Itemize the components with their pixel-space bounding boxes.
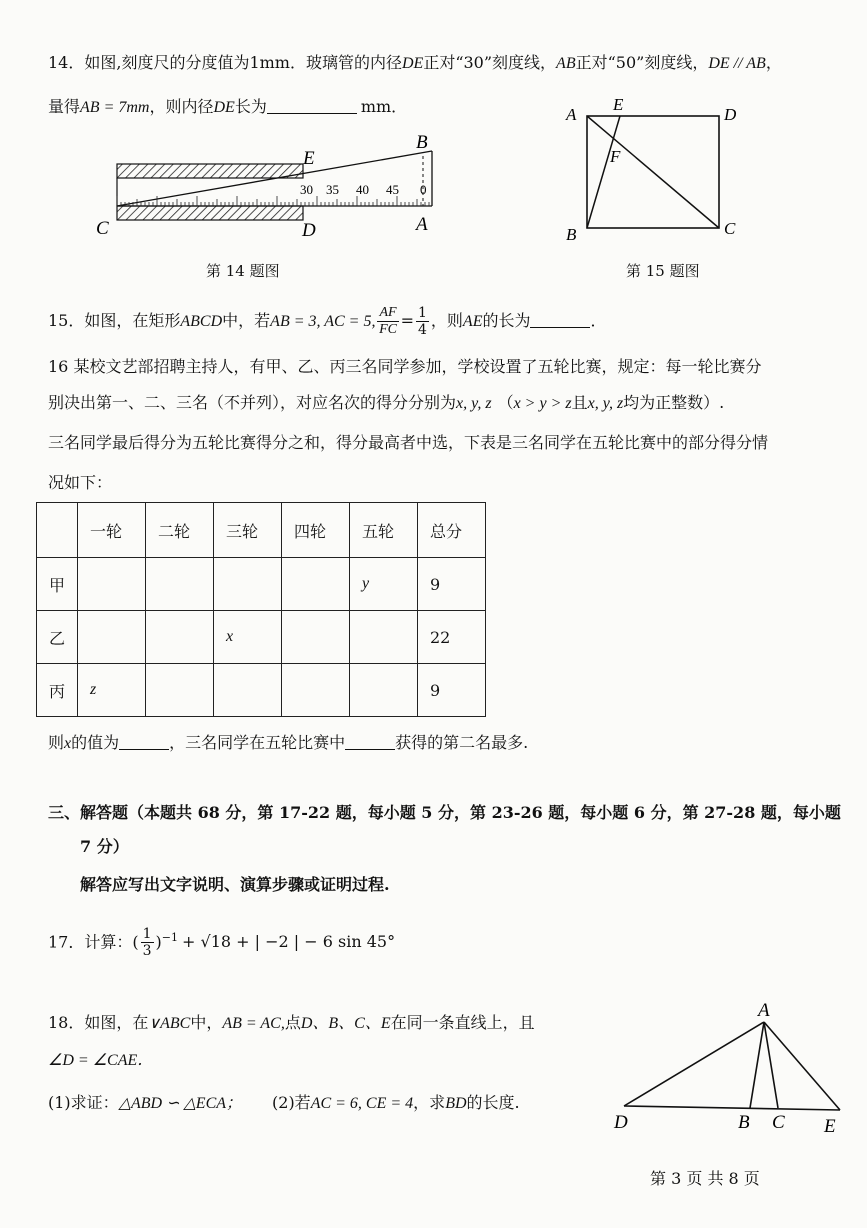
- table-cell: [282, 664, 350, 717]
- q14-figure: [90, 128, 450, 240]
- table-header-cell: 总分: [418, 503, 486, 558]
- section-3-note: 解答应写出文字说明、演算步骤或证明过程.: [80, 875, 390, 894]
- point-label-D: D: [614, 1112, 628, 1133]
- table-cell: [78, 558, 146, 611]
- line-DE: [624, 1106, 840, 1110]
- table-cell: [146, 558, 214, 611]
- q15-answer-blank: [530, 311, 590, 328]
- table-header-cell: 四轮: [282, 503, 350, 558]
- table-cell: 9: [418, 664, 486, 717]
- table-header-cell: 三轮: [214, 503, 282, 558]
- tick-label-35: 35: [326, 182, 339, 197]
- point-label-A: A: [416, 214, 428, 235]
- table-cell: 9: [418, 558, 486, 611]
- table-cell: z: [78, 664, 146, 717]
- point-label-A: A: [566, 105, 577, 124]
- section-3-title: 三、解答题（本题共 68 分，第 17-22 题，每小题 5 分，第 23-26 题，每小题 6 分，第 27-28 题，每小题: [48, 803, 841, 822]
- table-cell: [350, 664, 418, 717]
- table-cell: [37, 503, 78, 558]
- table-cell: [282, 558, 350, 611]
- table-cell: [214, 664, 282, 717]
- page-number: 第 3 页 共 8 页: [650, 1169, 760, 1188]
- table-cell: 22: [418, 611, 486, 664]
- point-label-C: C: [772, 1112, 785, 1133]
- q16-blank-1: [119, 733, 169, 750]
- point-label-E: E: [303, 148, 315, 169]
- point-label-B: B: [738, 1112, 750, 1133]
- tick-label-30: 30: [300, 182, 313, 197]
- q16-line3: 三名同学最后得分为五轮比赛得分之和，得分最高者中选，下表是三名同学在五轮比赛中的部分得分情: [48, 433, 769, 452]
- q15-figure: [560, 96, 750, 246]
- table-cell: [214, 558, 282, 611]
- q14-answer-blank: [267, 97, 357, 114]
- table-cell: [78, 611, 146, 664]
- table-header-row: [37, 503, 486, 558]
- point-label-A: A: [758, 1000, 770, 1021]
- table-header-cell: 五轮: [350, 503, 418, 558]
- q18-parts: (1)求证：△ABD ∽ △ECA； (2)若AC = 6, CE = 4，求BD的长度.: [48, 1093, 520, 1112]
- q14-figure-caption: 第 14 题图: [206, 262, 280, 280]
- q18-line2: ∠D = ∠CAE．: [48, 1052, 154, 1069]
- q14-line1: 14．如图,刻度尺的分度值为1mm．玻璃管的内径DE正对“30”刻度线，AB正对“50”刻度线，DE // AB，: [48, 53, 782, 72]
- score-table: [36, 502, 486, 717]
- table-row: [37, 558, 486, 611]
- section-3-title-cont: 7 分）: [80, 837, 129, 856]
- table-header-cell: 二轮: [146, 503, 214, 558]
- table-cell: y: [350, 558, 418, 611]
- table-header-cell: 一轮: [78, 503, 146, 558]
- q18-figure: [610, 996, 860, 1136]
- q18-line1: 18．如图，在∨ABC中，AB = AC,点D、B、C、E在同一条直线上，且: [48, 1013, 535, 1032]
- table-cell: [146, 611, 214, 664]
- point-label-B: B: [566, 225, 577, 244]
- q17-line: 17．计算：( $\frac{1}{3}$ )$^{-1}$ + √18 + | −2 | − 6 sin 45°: [48, 926, 396, 960]
- q14-line2: 量得AB = 7mm，则内径DE长为 mm．: [48, 97, 408, 116]
- row-label: 甲: [37, 558, 78, 611]
- point-label-C: C: [724, 219, 736, 238]
- table-cell: [350, 611, 418, 664]
- row-label: 乙: [37, 611, 78, 664]
- q16-blank-2: [345, 733, 395, 750]
- table-cell: x: [214, 611, 282, 664]
- tick-label-45: 45: [386, 182, 399, 197]
- q15-line: 15．如图，在矩形ABCD中，若AB = 3, AC = 5, $\frac{AF}{FC}$ = $\frac{1}{4}$ ，则AE的长为 ．: [48, 305, 607, 338]
- table-cell: [282, 611, 350, 664]
- point-label-D: D: [302, 220, 316, 240]
- glass-tube-bottom-wall: [117, 206, 303, 220]
- point-label-D: D: [724, 105, 737, 124]
- q16-question-line: 则x的值为 ，三名同学在五轮比赛中 获得的第二名最多.: [48, 733, 529, 752]
- segment-AD: [624, 1022, 764, 1106]
- q16-line1: 16 某校文艺部招聘主持人，有甲、乙、丙三名同学参加，学校设置了五轮比赛，规定：每一轮比赛分: [48, 357, 762, 376]
- diagonal-AC: [587, 116, 719, 228]
- point-label-E: E: [613, 96, 624, 114]
- q15-figure-caption: 第 15 题图: [626, 262, 700, 280]
- glass-tube-top-wall: [117, 164, 303, 178]
- segment-BE: [587, 116, 620, 228]
- point-label-B: B: [416, 132, 428, 153]
- point-label-F: F: [610, 147, 621, 166]
- table-cell: [146, 664, 214, 717]
- table-row: [37, 664, 486, 717]
- point-label-E: E: [824, 1116, 836, 1136]
- tick-label-0: 0: [420, 182, 427, 197]
- table-row: [37, 611, 486, 664]
- tick-label-40: 40: [356, 182, 369, 197]
- point-label-C: C: [96, 218, 109, 239]
- row-label: 丙: [37, 664, 78, 717]
- q16-line4: 况如下：: [48, 473, 113, 492]
- q16-line2: 别决出第一、二、三名（不并列），对应名次的得分分别为x, y, z （x > y > z且x, y, z均为正整数）.: [48, 393, 725, 412]
- segment-AB: [750, 1022, 764, 1108]
